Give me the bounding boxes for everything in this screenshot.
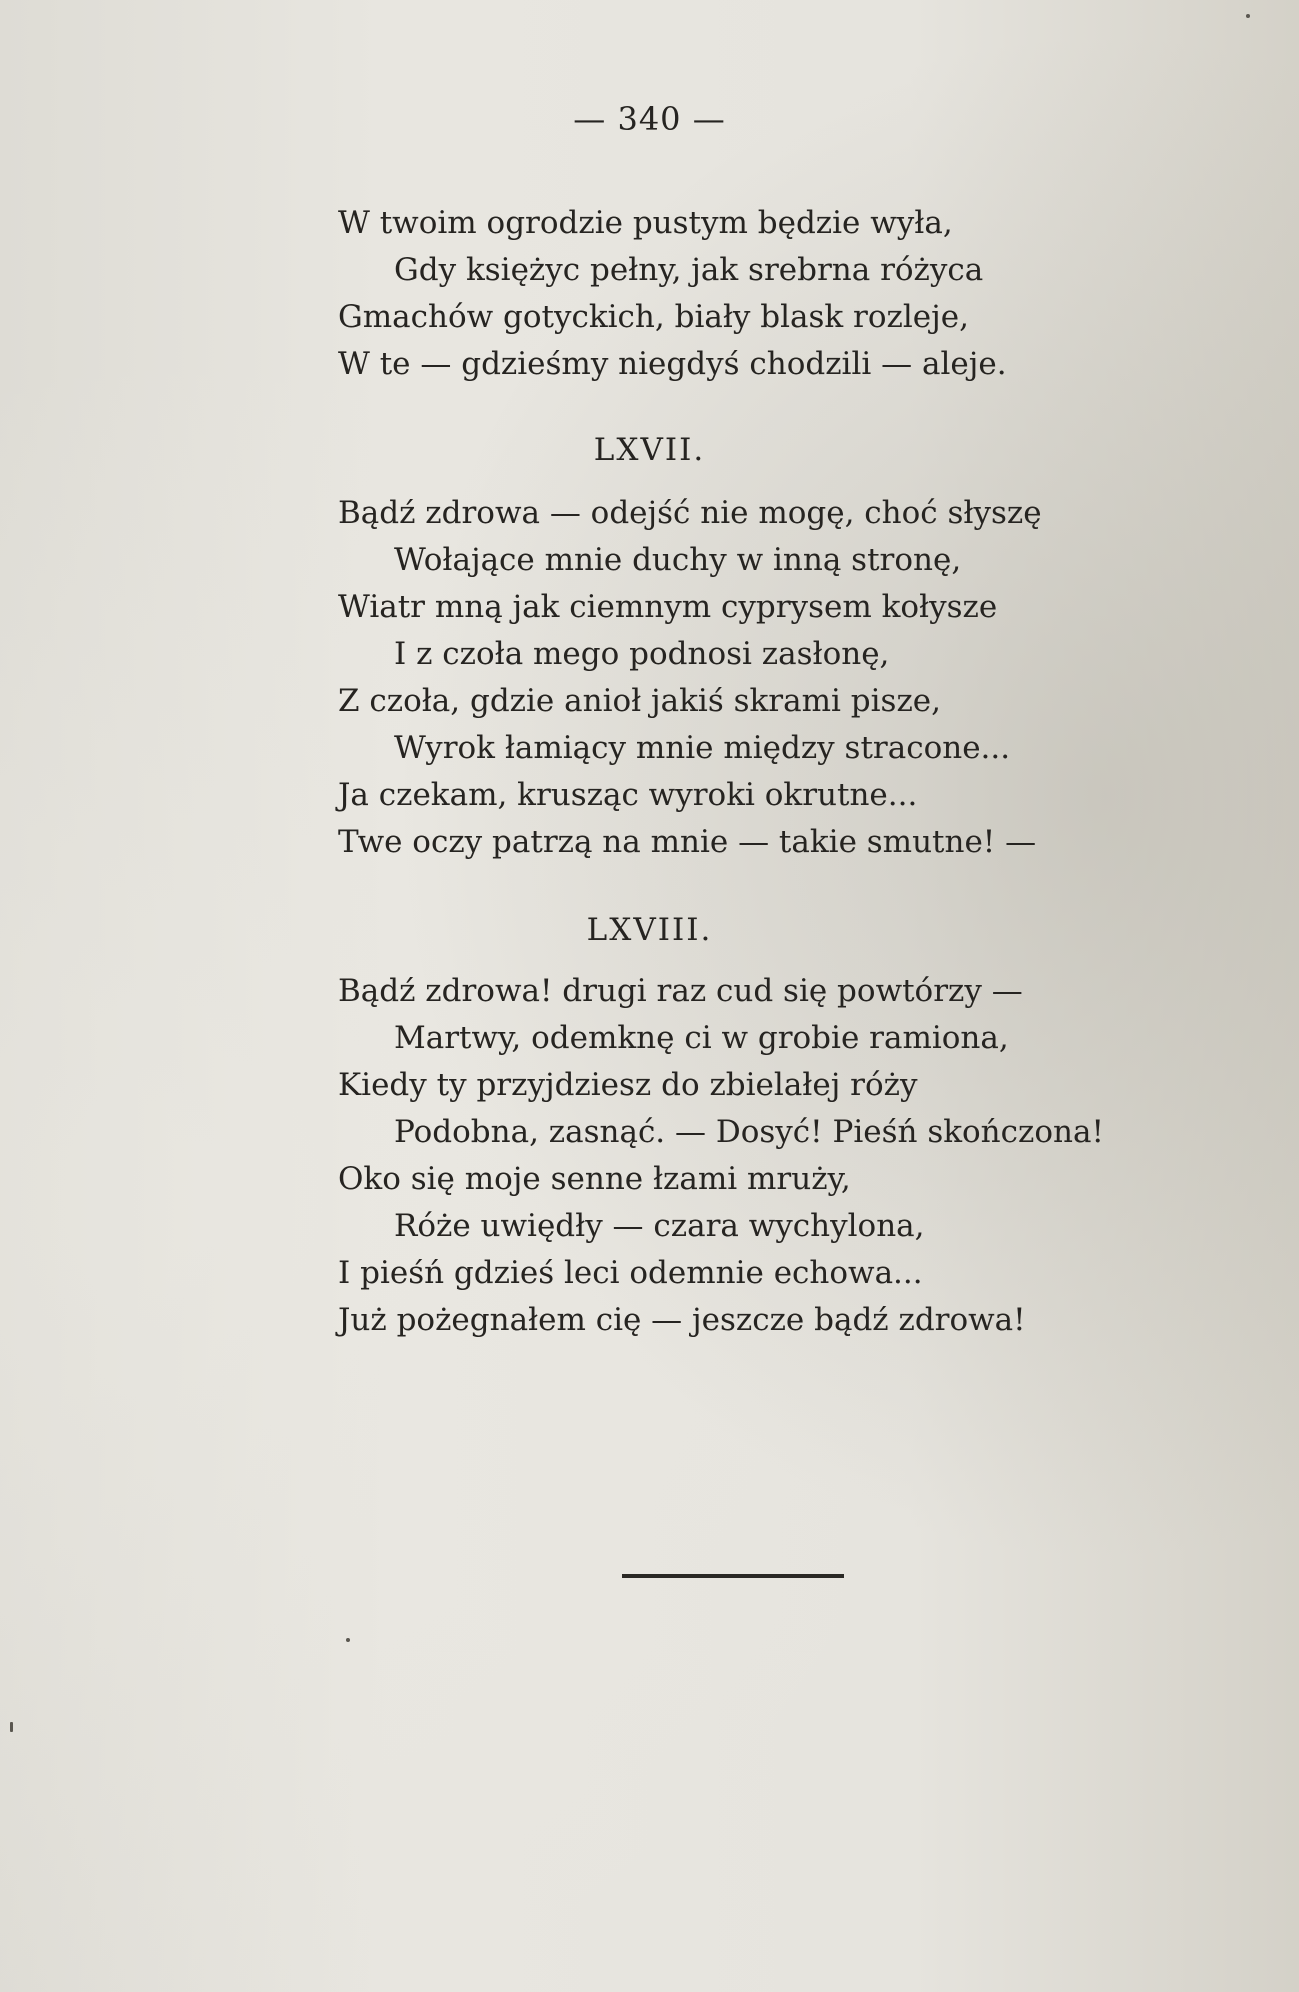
verse-line: Ja czekam, krusząc wyroki okrutne... xyxy=(338,777,918,813)
section-heading-lxviii: LXVIII. xyxy=(586,912,713,948)
verse-line: W twoim ogrodzie pustym będzie wyła, xyxy=(338,205,953,241)
verse-line: Róże uwiędły — czara wychylona, xyxy=(394,1208,925,1244)
poem-lxviii xyxy=(338,968,1238,1344)
verse-line: Wyrok łamiący mnie między stracone... xyxy=(394,730,1011,766)
end-rule xyxy=(622,1574,844,1578)
paper-speck xyxy=(346,1638,350,1642)
verse-line: Kiedy ty przyjdziesz do zbielałej róży xyxy=(338,1067,918,1103)
verse-line: I z czoła mego podnosi zasłonę, xyxy=(394,636,890,672)
paper-speck xyxy=(1246,14,1250,18)
verse-line: I pieśń gdzieś leci odemnie echowa... xyxy=(338,1255,923,1291)
verse-line: Gmachów gotyckich, biały blask rozleje, xyxy=(338,299,969,335)
verse-line: W te — gdzieśmy niegdyś chodzili — aleje. xyxy=(338,346,1007,382)
paper-speck xyxy=(10,1722,13,1732)
poem-lxvii xyxy=(338,490,1238,866)
verse-line: Z czoła, gdzie anioł jakiś skrami pisze, xyxy=(338,683,941,719)
verse-line: Bądź zdrowa — odejść nie mogę, choć słyszę xyxy=(338,495,1042,531)
section-heading-lxvii: LXVII. xyxy=(593,432,706,468)
stanza-continuation xyxy=(338,200,1238,388)
page-number: — 340 — xyxy=(573,100,726,138)
verse-line: Bądź zdrowa! drugi raz cud się powtórzy — xyxy=(338,973,1023,1009)
verse-line: Podobna, zasnąć. — Dosyć! Pieśń skończona! xyxy=(394,1114,1104,1150)
verse-line: Wołające mnie duchy w inną stronę, xyxy=(394,542,962,578)
verse-line: Twe oczy patrzą na mnie — takie smutne! — xyxy=(338,824,1037,860)
verse-line: Już pożegnałem cię — jeszcze bądź zdrowa! xyxy=(338,1302,1026,1338)
verse-line: Gdy księżyc pełny, jak srebrna różyca xyxy=(394,252,984,288)
verse-line: Oko się moje senne łzami mruży, xyxy=(338,1161,851,1197)
verse-line: Martwy, odemknę ci w grobie ramiona, xyxy=(394,1020,1009,1056)
verse-line: Wiatr mną jak ciemnym cyprysem kołysze xyxy=(338,589,998,625)
